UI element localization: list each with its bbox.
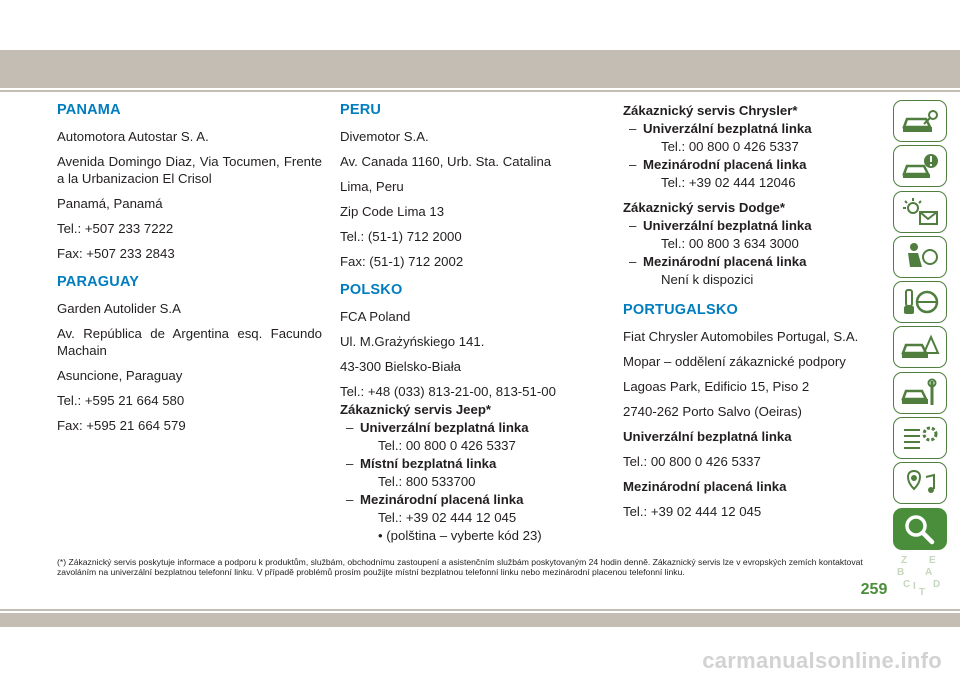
jeep-service-item <box>340 491 580 508</box>
line-label: Univerzální bezplatná linka <box>643 218 812 233</box>
tab-vehicle-info[interactable] <box>893 100 947 142</box>
lights-message-icon <box>900 196 940 228</box>
index-letter: T <box>919 586 926 598</box>
media-nav-icon <box>900 467 940 499</box>
phone-line: Tel.: +507 233 7222 <box>57 221 174 236</box>
line-label: Univerzální bezplatná linka <box>643 121 812 136</box>
index-letter: E <box>929 554 936 566</box>
car-info-icon <box>900 105 940 137</box>
tab-multimedia[interactable] <box>893 462 947 504</box>
line-phone: Tel.: 800 533700 <box>378 474 476 489</box>
address-line: Panamá, Panamá <box>57 196 163 211</box>
footer-rule <box>0 609 960 611</box>
fax-line: Fax: +595 21 664 579 <box>57 418 186 433</box>
line-label: Místní bezplatná linka <box>360 456 497 471</box>
chrysler-service-item <box>623 156 878 173</box>
address-line: Avenida Domingo Diaz, Via Tocumen, Frente a la Urbanizacion El Crisol <box>57 154 322 186</box>
dash-marker: – <box>629 121 637 136</box>
address-line: Lagoas Park, Edificio 15, Piso 2 <box>623 379 810 394</box>
phone-line: Tel.: 00 800 0 426 5337 <box>623 454 761 469</box>
header-rule <box>0 90 960 92</box>
section-heading-polsko: POLSKO <box>340 282 403 298</box>
chrysler-service-title: Zákaznický servis Chrysler* <box>623 103 798 118</box>
fax-line: Fax: +507 233 2843 <box>57 246 175 261</box>
tab-safety[interactable] <box>893 236 947 278</box>
line-phone: Tel.: 00 800 0 426 5337 <box>661 139 799 154</box>
specs-gear-icon <box>900 422 940 454</box>
index-letter: Z <box>901 554 908 566</box>
line-phone: Tel.: +39 02 444 12046 <box>661 175 796 190</box>
line-label: Mezinárodní placená linka <box>643 157 807 172</box>
footnote: (*) Zákaznický servis poskytuje informace a podporu k produktům, službám, obchodnímu zastoupení a asistenčním službám poskytovaným 24 hodin denně. Zákaznický servis lze v evropských zemích kontaktovat zavoláním na univerzální bezplatnou telefonní linku. V případě problémů prosím použijte místní bezplatnou telefonní linku nebo mezinárodní placenou telefonní linku. <box>57 557 863 577</box>
tab-emergency[interactable] <box>893 326 947 368</box>
index-letter: I <box>913 580 916 592</box>
car-tools-icon <box>900 377 940 409</box>
line-value: Není k dispozici <box>661 272 754 287</box>
footer-band <box>0 613 960 627</box>
car-warning-icon <box>900 150 940 182</box>
dash-marker: – <box>629 218 637 233</box>
address-line: Mopar – oddělení zákaznické podpory <box>623 354 846 369</box>
dash-marker: – <box>346 456 354 471</box>
phone-line: Tel.: +595 21 664 580 <box>57 393 185 408</box>
dash-marker: – <box>629 254 637 269</box>
dodge-service-item <box>623 217 878 234</box>
line-label: Univerzální bezplatná linka <box>360 420 529 435</box>
line-phone: Tel.: +39 02 444 12 045 <box>378 510 517 525</box>
address-line: FCA Poland <box>340 309 411 324</box>
section-heading-panama: PANAMA <box>57 102 121 118</box>
section-heading-portugalsko: PORTUGALSKO <box>623 302 738 318</box>
address-line: Fiat Chrysler Automobiles Portugal, S.A. <box>623 329 859 344</box>
dash-marker: – <box>629 157 637 172</box>
alphabet-index-icon[interactable] <box>893 553 947 597</box>
seat-airbag-icon <box>900 241 940 273</box>
line-label: Mezinárodní placená linka <box>643 254 807 269</box>
phone-line: Tel.: (51-1) 712 2000 <box>340 229 462 244</box>
tab-lights-messages[interactable] <box>893 191 947 233</box>
dash-marker: – <box>346 492 354 507</box>
phone-line: Tel.: +39 02 444 12 045 <box>623 504 762 519</box>
line-label: Mezinárodní placená linka <box>360 492 524 507</box>
index-letter: C <box>903 578 911 590</box>
address-line: Zip Code Lima 13 <box>340 204 445 219</box>
index-letter: A <box>925 566 933 578</box>
car-hazard-icon <box>900 331 940 363</box>
address-line: Asuncione, Paraguay <box>57 368 183 383</box>
watermark: carmanualsonline.info <box>702 648 942 673</box>
page-number: 259 <box>860 581 888 598</box>
line-note: • (polština – vyberte kód 23) <box>378 528 542 543</box>
intl-line-label: Mezinárodní placená linka <box>623 479 787 494</box>
tab-service-maintenance[interactable] <box>893 372 947 414</box>
index-letter: D <box>933 578 941 590</box>
fax-line: Fax: (51-1) 712 2002 <box>340 254 464 269</box>
dodge-service-title: Zákaznický servis Dodge* <box>623 200 785 215</box>
column-middle <box>340 102 580 545</box>
jeep-service-title: Zákaznický servis Jeep* <box>340 402 492 417</box>
address-line: Av. República de Argentina esq. Facundo Machain <box>57 326 322 358</box>
phone-line: Tel.: +48 (033) 813-21-00, 813-51-00 <box>340 384 556 399</box>
line-phone: Tel.: 00 800 3 634 3000 <box>661 236 799 251</box>
line-phone: Tel.: 00 800 0 426 5337 <box>378 438 516 453</box>
free-line-label: Univerzální bezplatná linka <box>623 429 792 444</box>
tab-dashboard-warnings[interactable] <box>893 145 947 187</box>
key-steering-icon <box>900 286 940 318</box>
jeep-service-item <box>340 455 580 472</box>
address-line: Automotora Autostar S. A. <box>57 129 209 144</box>
jeep-service-item <box>340 419 580 436</box>
column-left <box>57 102 322 442</box>
tab-technical-specs[interactable] <box>893 417 947 459</box>
dash-marker: – <box>346 420 354 435</box>
tab-starting-driving[interactable] <box>893 281 947 323</box>
column-right <box>623 102 878 528</box>
header-band <box>0 50 960 88</box>
tab-customer-assistance[interactable] <box>893 508 947 550</box>
address-line: Ul. M.Grażyńskiego 141. <box>340 334 485 349</box>
dodge-service-item <box>623 253 878 270</box>
chrysler-service-item <box>623 120 878 137</box>
address-line: Garden Autolider S.A <box>57 301 181 316</box>
section-heading-peru: PERU <box>340 102 382 118</box>
section-heading-paraguay: PARAGUAY <box>57 274 140 290</box>
address-line: 43-300 Bielsko-Biała <box>340 359 461 374</box>
address-line: Divemotor S.A. <box>340 129 429 144</box>
address-line: 2740-262 Porto Salvo (Oeiras) <box>623 404 802 419</box>
address-line: Av. Canada 1160, Urb. Sta. Catalina <box>340 154 552 169</box>
search-icon <box>900 513 940 545</box>
index-letter: B <box>897 566 905 578</box>
address-line: Lima, Peru <box>340 179 404 194</box>
chapter-tabs <box>893 100 947 597</box>
